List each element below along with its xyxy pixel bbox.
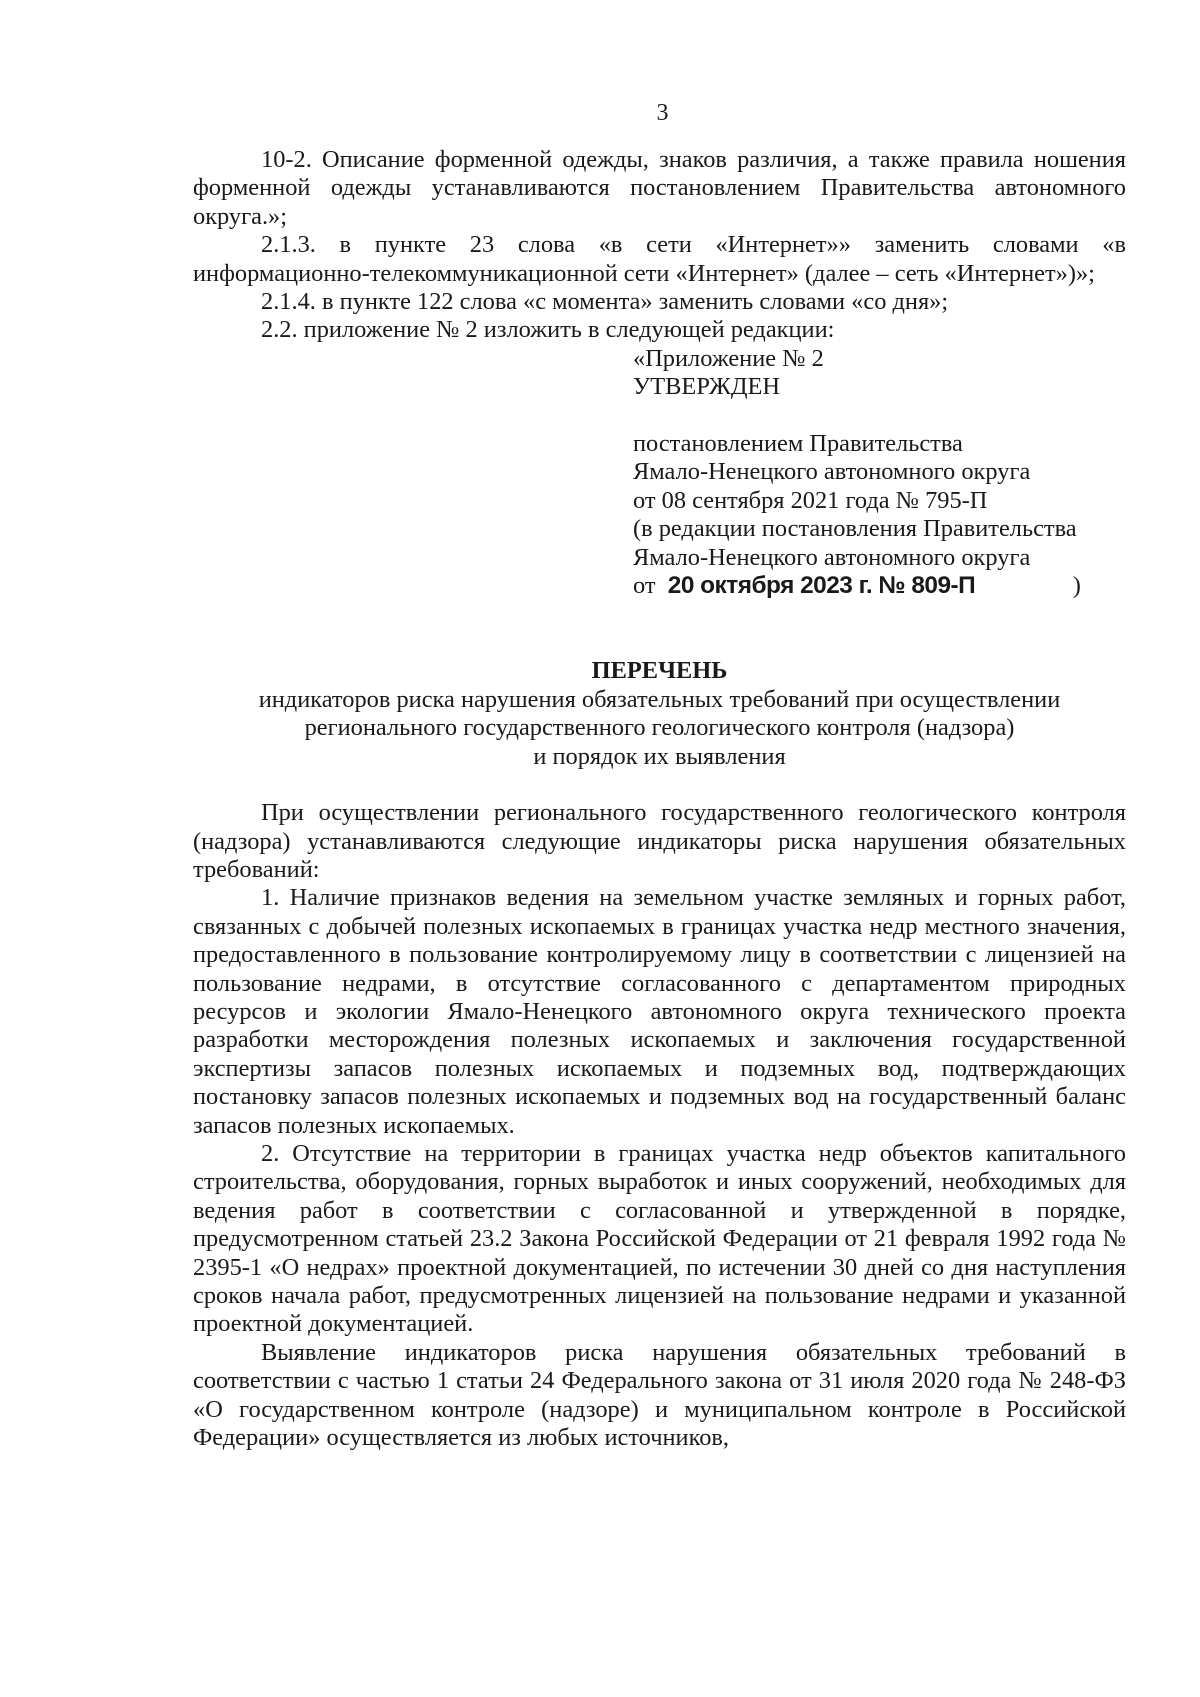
approval-date: от 08 сентября 2021 года № 795-П: [633, 486, 988, 514]
paragraph-indicator-1: 1. Наличие признаков ведения на земельном участке земляных и горных работ, связанных с добычей полезных ископаемых в границах участка недр местного значения, предоставленного в пользование контролируемому лицу в соответствии с лицензией на пользование недрами, в отсутствие согласованного с департаментом природных ресурсов и экологии Ямало-Ненецкого автономного округа технического проекта разработки месторождения полезных ископаемых и заключения государственной экспертизы запасов полезных ископаемых и подземных вод, подтверждающих постановку запасов полезных ископаемых и подземных вод на государственный баланс запасов полезных ископаемых.: [193, 884, 1126, 1139]
document-content: [193, 146, 1126, 1452]
paragraph-2-1-3: 2.1.3. в пункте 23 слова «в сети «Интернет»» заменить словами «в информационно-телекоммуникационной сети «Интернет» (далее – сеть «Интернет»)»;: [193, 231, 1126, 287]
page-number: 3: [656, 100, 669, 126]
list-subtitle-3: и порядок их выявления: [533, 742, 786, 770]
paragraph-2-2: 2.2. приложение № 2 изложить в следующей редакции:: [261, 316, 835, 344]
approval-ot-value: 20 октября 2023 г. № 809-П: [667, 572, 976, 600]
approval-region: Ямало-Ненецкого автономного округа: [633, 458, 1031, 486]
paragraph-10-2: 10-2. Описание форменной одежды, знаков различия, а также правила ношения форменной одежды устанавливаются постановлением Правительства автономного округа.»;: [193, 146, 1126, 230]
paragraph-2-1-4: 2.1.4. в пункте 122 слова «с момента» заменить словами «со дня»;: [261, 288, 949, 316]
paragraph-indicator-2: 2. Отсутствие на территории в границах участка недр объектов капитального строительства, оборудования, горных выработок и иных сооружений, необходимых для ведения работ в соответствии с согласованной и утвержденной в порядке, предусмотренном статьей 23.2 Закона Российской Федерации от 21 февраля 1992 года № 2395-1 «О недрах» проектной документацией, по истечении 30 дней со дня наступления сроков начала работ, предусмотренных лицензией на пользование недрами и указанной проектной документацией.: [193, 1139, 1126, 1338]
approval-appendix: «Приложение № 2: [633, 344, 824, 372]
list-subtitle-1: индикаторов риска нарушения обязательных требований при осуществлении: [258, 685, 1061, 713]
paragraph-intro: При осуществлении регионального государственного геологического контроля (надзора) устанавливаются следующие индикаторы риска нарушения обязательных требований:: [193, 799, 1126, 883]
approval-ot-prefix: от: [633, 572, 662, 600]
approval-edition-region: Ямало-Ненецкого автономного округа: [633, 543, 1031, 571]
approval-edition: (в редакции постановления Правительства: [633, 515, 1077, 543]
approval-decree: постановлением Правительства: [633, 430, 963, 458]
paragraph-detection: Выявление индикаторов риска нарушения обязательных требований в соответствии с частью 1 статьи 24 Федерального закона от 31 июля 2020 года № 248-ФЗ «О государственном контроле (надзоре) и муниципальном контроле в Российской Федерации» осуществляется из любых источников,: [193, 1338, 1126, 1452]
list-subtitle-2: регионального государственного геологического контроля (надзора): [304, 714, 1015, 742]
approval-edition-date: [633, 572, 1126, 600]
approval-block: [633, 345, 1126, 601]
list-heading: [193, 657, 1126, 771]
approval-ot-suffix: ): [1072, 572, 1081, 600]
list-title: ПЕРЕЧЕНЬ: [591, 657, 728, 685]
approval-approved: УТВЕРЖДЕН: [633, 373, 781, 401]
